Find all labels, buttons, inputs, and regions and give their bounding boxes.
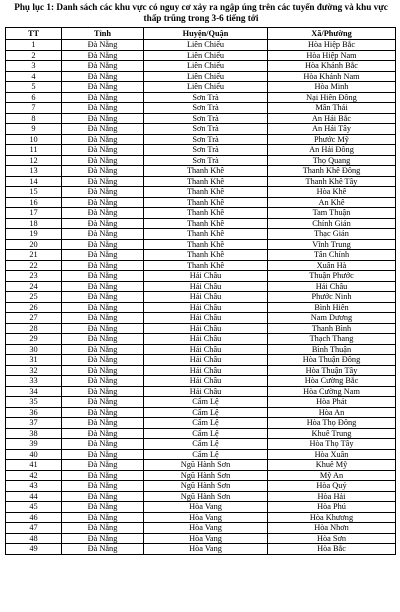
table-row <box>6 439 396 450</box>
header-xa-phuong: Xã/Phường <box>268 28 396 40</box>
cell-xa-phuong: Hòa Khánh Bắc <box>268 61 396 72</box>
cell-tt: 11 <box>6 145 62 156</box>
cell-huyen-quan: Liên Chiểu <box>144 61 268 72</box>
cell-tinh: Đà Nẵng <box>62 292 144 303</box>
cell-xa-phuong: An Hải Tây <box>268 124 396 135</box>
cell-tt: 17 <box>6 208 62 219</box>
table-row <box>6 103 396 114</box>
cell-xa-phuong: Xuân Hà <box>268 260 396 271</box>
cell-xa-phuong: Hòa Khê <box>268 187 396 198</box>
cell-huyen-quan: Cẩm Lệ <box>144 428 268 439</box>
cell-tt: 34 <box>6 386 62 397</box>
cell-huyen-quan: Cẩm Lệ <box>144 407 268 418</box>
cell-tt: 32 <box>6 365 62 376</box>
cell-tinh: Đà Nẵng <box>62 124 144 135</box>
cell-huyen-quan: Thanh Khê <box>144 239 268 250</box>
table-row <box>6 418 396 429</box>
cell-huyen-quan: Sơn Trà <box>144 92 268 103</box>
cell-tinh: Đà Nẵng <box>62 355 144 366</box>
cell-tt: 4 <box>6 71 62 82</box>
cell-tt: 18 <box>6 218 62 229</box>
cell-tt: 15 <box>6 187 62 198</box>
table-row <box>6 218 396 229</box>
cell-tinh: Đà Nẵng <box>62 376 144 387</box>
cell-tinh: Đà Nẵng <box>62 134 144 145</box>
cell-xa-phuong: Hòa Thọ Đông <box>268 418 396 429</box>
flood-area-table <box>5 27 396 555</box>
cell-xa-phuong: Nại Hiên Đông <box>268 92 396 103</box>
cell-tt: 6 <box>6 92 62 103</box>
cell-tt: 22 <box>6 260 62 271</box>
cell-tt: 30 <box>6 344 62 355</box>
table-row <box>6 334 396 345</box>
cell-huyen-quan: Hải Châu <box>144 386 268 397</box>
cell-huyen-quan: Ngũ Hành Sơn <box>144 481 268 492</box>
table-row <box>6 523 396 534</box>
cell-xa-phuong: Hòa Bắc <box>268 544 396 555</box>
cell-tt: 7 <box>6 103 62 114</box>
cell-huyen-quan: Thanh Khê <box>144 229 268 240</box>
table-row <box>6 229 396 240</box>
table-row <box>6 449 396 460</box>
cell-tinh: Đà Nẵng <box>62 365 144 376</box>
table-row <box>6 544 396 555</box>
table-row <box>6 208 396 219</box>
table-header-row <box>6 28 396 40</box>
cell-tt: 25 <box>6 292 62 303</box>
cell-tt: 5 <box>6 82 62 93</box>
cell-tinh: Đà Nẵng <box>62 460 144 471</box>
cell-huyen-quan: Sơn Trà <box>144 103 268 114</box>
document-title: Phụ lục 1: Danh sách các khu vực có nguy cơ xảy ra ngập úng trên các tuyến đường và khu vực thấp trũng trong 3-6 tiếng tới <box>14 2 388 23</box>
cell-xa-phuong: Thanh Khê Tây <box>268 176 396 187</box>
cell-huyen-quan: Hải Châu <box>144 323 268 334</box>
cell-huyen-quan: Sơn Trà <box>144 124 268 135</box>
cell-xa-phuong: Vĩnh Trung <box>268 239 396 250</box>
cell-tinh: Đà Nẵng <box>62 281 144 292</box>
cell-tt: 3 <box>6 61 62 72</box>
cell-tt: 38 <box>6 428 62 439</box>
cell-tinh: Đà Nẵng <box>62 145 144 156</box>
table-row <box>6 134 396 145</box>
cell-xa-phuong: Thọ Quang <box>268 155 396 166</box>
cell-huyen-quan: Hải Châu <box>144 302 268 313</box>
cell-xa-phuong: Chính Gián <box>268 218 396 229</box>
cell-xa-phuong: Mỹ An <box>268 470 396 481</box>
cell-huyen-quan: Hòa Vang <box>144 533 268 544</box>
table-row <box>6 82 396 93</box>
cell-tinh: Đà Nẵng <box>62 323 144 334</box>
cell-tinh: Đà Nẵng <box>62 512 144 523</box>
cell-xa-phuong: Hòa Sơn <box>268 533 396 544</box>
table-row <box>6 124 396 135</box>
cell-xa-phuong: Bình Thuận <box>268 344 396 355</box>
cell-huyen-quan: Liên Chiểu <box>144 50 268 61</box>
cell-tt: 35 <box>6 397 62 408</box>
cell-xa-phuong: An Hải Bắc <box>268 113 396 124</box>
cell-huyen-quan: Hòa Vang <box>144 502 268 513</box>
cell-tinh: Đà Nẵng <box>62 334 144 345</box>
cell-huyen-quan: Hải Châu <box>144 365 268 376</box>
cell-xa-phuong: Phước Mỹ <box>268 134 396 145</box>
cell-tt: 29 <box>6 334 62 345</box>
cell-huyen-quan: Ngũ Hành Sơn <box>144 470 268 481</box>
cell-tt: 37 <box>6 418 62 429</box>
cell-tinh: Đà Nẵng <box>62 176 144 187</box>
cell-huyen-quan: Hòa Vang <box>144 512 268 523</box>
table-row <box>6 460 396 471</box>
cell-huyen-quan: Sơn Trà <box>144 113 268 124</box>
cell-huyen-quan: Sơn Trà <box>144 145 268 156</box>
table-row <box>6 386 396 397</box>
cell-huyen-quan: Ngũ Hành Sơn <box>144 460 268 471</box>
table-row <box>6 428 396 439</box>
cell-tt: 43 <box>6 481 62 492</box>
table-row <box>6 166 396 177</box>
cell-tinh: Đà Nẵng <box>62 533 144 544</box>
cell-tt: 24 <box>6 281 62 292</box>
cell-xa-phuong: Tam Thuận <box>268 208 396 219</box>
table-row <box>6 323 396 334</box>
table-row <box>6 365 396 376</box>
cell-huyen-quan: Sơn Trà <box>144 134 268 145</box>
cell-tinh: Đà Nẵng <box>62 481 144 492</box>
cell-tt: 9 <box>6 124 62 135</box>
cell-tinh: Đà Nẵng <box>62 239 144 250</box>
cell-xa-phuong: Hòa Thọ Tây <box>268 439 396 450</box>
cell-tinh: Đà Nẵng <box>62 418 144 429</box>
cell-tt: 31 <box>6 355 62 366</box>
cell-tinh: Đà Nẵng <box>62 397 144 408</box>
table-row <box>6 470 396 481</box>
table-row <box>6 355 396 366</box>
cell-huyen-quan: Liên Chiểu <box>144 82 268 93</box>
cell-huyen-quan: Hòa Vang <box>144 523 268 534</box>
table-row <box>6 512 396 523</box>
cell-huyen-quan: Ngũ Hành Sơn <box>144 491 268 502</box>
cell-tinh: Đà Nẵng <box>62 260 144 271</box>
cell-xa-phuong: Hòa Hải <box>268 491 396 502</box>
cell-tinh: Đà Nẵng <box>62 208 144 219</box>
table-row <box>6 92 396 103</box>
cell-xa-phuong: Hòa Phú <box>268 502 396 513</box>
cell-xa-phuong: Hòa An <box>268 407 396 418</box>
cell-tt: 13 <box>6 166 62 177</box>
cell-tt: 26 <box>6 302 62 313</box>
table-row <box>6 187 396 198</box>
cell-huyen-quan: Hải Châu <box>144 292 268 303</box>
table-row <box>6 376 396 387</box>
cell-tinh: Đà Nẵng <box>62 313 144 324</box>
cell-tt: 19 <box>6 229 62 240</box>
cell-tt: 1 <box>6 40 62 51</box>
cell-tt: 21 <box>6 250 62 261</box>
cell-huyen-quan: Liên Chiểu <box>144 40 268 51</box>
cell-huyen-quan: Thanh Khê <box>144 197 268 208</box>
cell-tt: 46 <box>6 512 62 523</box>
cell-tinh: Đà Nẵng <box>62 449 144 460</box>
header-tinh: Tỉnh <box>62 28 144 40</box>
cell-tinh: Đà Nẵng <box>62 71 144 82</box>
cell-tt: 27 <box>6 313 62 324</box>
cell-tt: 14 <box>6 176 62 187</box>
cell-xa-phuong: Hòa Khương <box>268 512 396 523</box>
table-row <box>6 302 396 313</box>
cell-huyen-quan: Thanh Khê <box>144 166 268 177</box>
cell-huyen-quan: Cẩm Lệ <box>144 397 268 408</box>
cell-xa-phuong: Mân Thái <box>268 103 396 114</box>
cell-tt: 20 <box>6 239 62 250</box>
table-row <box>6 260 396 271</box>
cell-tt: 23 <box>6 271 62 282</box>
cell-tinh: Đà Nẵng <box>62 544 144 555</box>
cell-xa-phuong: Tân Chính <box>268 250 396 261</box>
cell-xa-phuong: Hòa Hiệp Bắc <box>268 40 396 51</box>
cell-huyen-quan: Hải Châu <box>144 281 268 292</box>
cell-tt: 39 <box>6 439 62 450</box>
cell-tinh: Đà Nẵng <box>62 61 144 72</box>
table-row <box>6 61 396 72</box>
cell-tinh: Đà Nẵng <box>62 82 144 93</box>
cell-xa-phuong: Hải Châu <box>268 281 396 292</box>
cell-tinh: Đà Nẵng <box>62 502 144 513</box>
cell-xa-phuong: Bình Hiên <box>268 302 396 313</box>
cell-tinh: Đà Nẵng <box>62 113 144 124</box>
cell-tt: 41 <box>6 460 62 471</box>
table-row <box>6 533 396 544</box>
cell-tinh: Đà Nẵng <box>62 92 144 103</box>
cell-tt: 12 <box>6 155 62 166</box>
cell-huyen-quan: Hải Châu <box>144 271 268 282</box>
header-tt: TT <box>6 28 62 40</box>
table-row <box>6 250 396 261</box>
cell-huyen-quan: Hòa Vang <box>144 544 268 555</box>
table-body <box>6 40 396 555</box>
cell-xa-phuong: Thanh Khê Đông <box>268 166 396 177</box>
cell-tt: 36 <box>6 407 62 418</box>
cell-huyen-quan: Cẩm Lệ <box>144 449 268 460</box>
table-row <box>6 344 396 355</box>
cell-huyen-quan: Hải Châu <box>144 344 268 355</box>
table-row <box>6 155 396 166</box>
table-row <box>6 292 396 303</box>
table-row <box>6 145 396 156</box>
cell-tinh: Đà Nẵng <box>62 155 144 166</box>
cell-tt: 28 <box>6 323 62 334</box>
cell-xa-phuong: Thạc Gián <box>268 229 396 240</box>
cell-tt: 42 <box>6 470 62 481</box>
cell-huyen-quan: Liên Chiểu <box>144 71 268 82</box>
table-row <box>6 176 396 187</box>
cell-xa-phuong: Hòa Khánh Nam <box>268 71 396 82</box>
cell-xa-phuong: Khuê Mỹ <box>268 460 396 471</box>
cell-tinh: Đà Nẵng <box>62 187 144 198</box>
table-row <box>6 71 396 82</box>
table-row <box>6 281 396 292</box>
table-row <box>6 491 396 502</box>
cell-tt: 16 <box>6 197 62 208</box>
table-row <box>6 40 396 51</box>
cell-tinh: Đà Nẵng <box>62 428 144 439</box>
table-row <box>6 113 396 124</box>
cell-tinh: Đà Nẵng <box>62 229 144 240</box>
table-row <box>6 271 396 282</box>
cell-tinh: Đà Nẵng <box>62 218 144 229</box>
cell-tt: 48 <box>6 533 62 544</box>
cell-huyen-quan: Thanh Khê <box>144 250 268 261</box>
cell-xa-phuong: Thạch Thang <box>268 334 396 345</box>
cell-huyen-quan: Hải Châu <box>144 376 268 387</box>
cell-xa-phuong: Hòa Minh <box>268 82 396 93</box>
cell-huyen-quan: Sơn Trà <box>144 155 268 166</box>
cell-tt: 40 <box>6 449 62 460</box>
cell-huyen-quan: Thanh Khê <box>144 208 268 219</box>
table-row <box>6 407 396 418</box>
header-huyen-quan: Huyện/Quận <box>144 28 268 40</box>
table-row <box>6 197 396 208</box>
cell-xa-phuong: Thuận Phước <box>268 271 396 282</box>
cell-xa-phuong: Hòa Cường Nam <box>268 386 396 397</box>
cell-huyen-quan: Thanh Khê <box>144 218 268 229</box>
cell-tt: 2 <box>6 50 62 61</box>
cell-tt: 44 <box>6 491 62 502</box>
cell-tinh: Đà Nẵng <box>62 407 144 418</box>
table-row <box>6 502 396 513</box>
cell-xa-phuong: Hòa Xuân <box>268 449 396 460</box>
table-row <box>6 239 396 250</box>
cell-huyen-quan: Hải Châu <box>144 334 268 345</box>
cell-tinh: Đà Nẵng <box>62 439 144 450</box>
cell-tinh: Đà Nẵng <box>62 197 144 208</box>
cell-tt: 49 <box>6 544 62 555</box>
cell-huyen-quan: Thanh Khê <box>144 260 268 271</box>
cell-xa-phuong: Hòa Nhơn <box>268 523 396 534</box>
table-row <box>6 397 396 408</box>
cell-tt: 33 <box>6 376 62 387</box>
cell-huyen-quan: Thanh Khê <box>144 187 268 198</box>
cell-huyen-quan: Cẩm Lệ <box>144 439 268 450</box>
cell-xa-phuong: Phước Ninh <box>268 292 396 303</box>
cell-tinh: Đà Nẵng <box>62 491 144 502</box>
cell-xa-phuong: An Khê <box>268 197 396 208</box>
table-row <box>6 481 396 492</box>
cell-tinh: Đà Nẵng <box>62 50 144 61</box>
cell-huyen-quan: Hải Châu <box>144 355 268 366</box>
cell-xa-phuong: An Hải Đông <box>268 145 396 156</box>
cell-xa-phuong: Hòa Thuận Tây <box>268 365 396 376</box>
cell-tinh: Đà Nẵng <box>62 344 144 355</box>
cell-tt: 45 <box>6 502 62 513</box>
cell-xa-phuong: Hòa Phát <box>268 397 396 408</box>
cell-xa-phuong: Hòa Thuận Đông <box>268 355 396 366</box>
cell-xa-phuong: Hòa Quý <box>268 481 396 492</box>
cell-tinh: Đà Nẵng <box>62 470 144 481</box>
cell-huyen-quan: Thanh Khê <box>144 176 268 187</box>
cell-tinh: Đà Nẵng <box>62 166 144 177</box>
cell-tt: 8 <box>6 113 62 124</box>
cell-tinh: Đà Nẵng <box>62 250 144 261</box>
cell-tinh: Đà Nẵng <box>62 40 144 51</box>
table-row <box>6 313 396 324</box>
cell-xa-phuong: Thanh Bình <box>268 323 396 334</box>
cell-tinh: Đà Nẵng <box>62 271 144 282</box>
cell-huyen-quan: Hải Châu <box>144 313 268 324</box>
cell-xa-phuong: Hòa Cường Bắc <box>268 376 396 387</box>
cell-xa-phuong: Khuê Trung <box>268 428 396 439</box>
cell-tinh: Đà Nẵng <box>62 103 144 114</box>
cell-xa-phuong: Nam Dương <box>268 313 396 324</box>
cell-tinh: Đà Nẵng <box>62 302 144 313</box>
cell-xa-phuong: Hòa Hiệp Nam <box>268 50 396 61</box>
cell-huyen-quan: Cẩm Lệ <box>144 418 268 429</box>
cell-tt: 10 <box>6 134 62 145</box>
cell-tt: 47 <box>6 523 62 534</box>
cell-tinh: Đà Nẵng <box>62 523 144 534</box>
table-row <box>6 50 396 61</box>
cell-tinh: Đà Nẵng <box>62 386 144 397</box>
